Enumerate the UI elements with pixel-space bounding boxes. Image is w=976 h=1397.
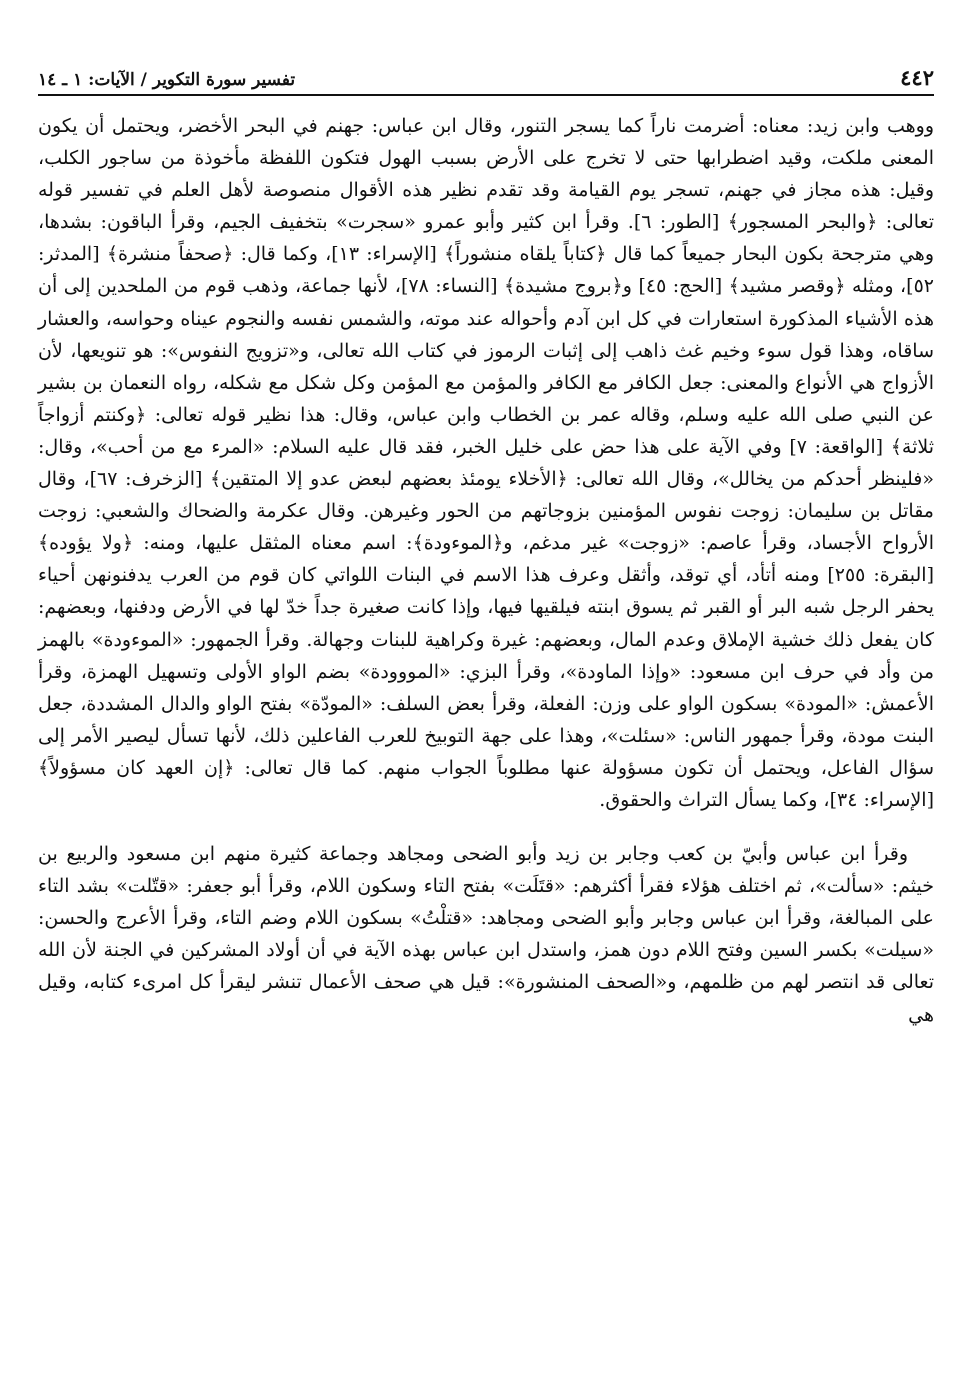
header-rule: [38, 94, 934, 96]
body-paragraph: وقرأ ابن عباس وأبيّ بن كعب وجابر بن زيد وأبو الضحى ومجاهد وجماعة كثيرة منهم ابن مسعود والربيع بن خيثم: «سألت»، ثم اختلف هؤلاء فقرأ أكثرهم: «قتَلَت» بفتح التاء وسكون اللام، وقرأ أبو جعفر: «قتّلت» بشد التاء على المبالغة، وقرأ ابن عباس وجابر وأبو الضحى ومجاهد: «قتلْتُ» بسكون اللام وضم التاء، وقرأ الأعرج والحسن: «سيلت» بكسر السين وفتح اللام دون همز، واستدل ابن عباس بهذه الآية في أن أولاد المشركين في الجنة لأن الله تعالى قد انتصر لهم من ظلمهم، و«الصحف المنشورة»: قيل هي صحف الأعمال تنشر ليقرأ كل امرىء كتابه، وقيل هي: [38, 843, 934, 1026]
page-header: [38, 58, 934, 90]
body-paragraph: ووهب وابن زيد: معناه: أضرمت ناراً كما يسجر التنور، وقال ابن عباس: جهنم في البحر الأخضر، ويحتمل أن يكون المعنى ملكت، وقيد اضطرابها حتى لا تخرج على الأرض بسبب الهول فتكون اللفظة مأخوذة من ساجور الكلب، وقيل: هذه مجاز في جهنم، تسجر يوم القيامة وقد تقدم نظير هذه الأقوال منصوصة لأهل العلم في تفسير قوله تعالى: ﴿والبحر المسجور﴾ [الطور: ٦]. وقرأ ابن كثير وأبو عمرو «سجرت» بتخفيف الجيم، وقرأ الباقون: بشدها، وهي مترجحة بكون البحار جميعاً كما قال ﴿كتاباً يلقاه منشوراً﴾ [الإسراء: ١٣]، وكما قال: ﴿صحفاً منشرة﴾ [المدثر: ٥٢]، ومثله ﴿وقصر مشيد﴾ [الحج: ٤٥] و﴿بروج مشيدة﴾ [النساء: ٧٨]، لأنها جماعة، وذهب قوم من الملحدين إلى أن هذه الأشياء المذكورة استعارات في كل ابن آدم وأحواله عند موته، والشمس نفسه والنجوم عيناه وحواسه، والعشار ساقاه، وهذا قول سوء وخيم غث ذاهب إلى إثبات الرموز في كتاب الله تعالى، و«تزويج النفوس»: هو تنويعها، لأن الأزواج هي الأنواع والمعنى: جعل الكافر مع الكافر والمؤمن مع المؤمن وكل شكل مع شكله، رواه النعمان بن بشير عن النبي صلى الله عليه وسلم، وقاله عمر بن الخطاب وابن عباس، وقال: هذا نظير قوله تعالى: ﴿وكنتم أزواجاً ثلاثة﴾ [الواقعة: ٧] وفي الآية على هذا حض على خليل الخبر، فقد قال عليه السلام: «المرء مع من أحب»، وقال: «فلينظر أحدكم من يخالل»، وقال الله تعالى: ﴿الأخلاء يومئذ بعضهم لبعض عدو إلا المتقين﴾ [الزخرف: ٦٧]، وقال مقاتل بن سليمان: زوجت نفوس المؤمنين بزوجاتهم من الحور وغيرهن. وقال عكرمة والضحاك والشعبي: زوجت الأرواح الأجساد، وقرأ عاصم: «زوجت» غير مدغم، و﴿الموءودة﴾: اسم معناه المثقل عليها، ومنه: ﴿ولا يؤوده﴾ [البقرة: ٢٥٥] ومنه أتأد، أي توقد، وأثقل وعرف هذا الاسم في البنات اللواتي كان قوم من العرب يدفنونهن أحياء يحفر الرجل شبه البر أو القبر ثم يسوق ابنته فيلقيها فيها، وإذا كانت صغيرة جداً خدّ لها في الأرض ودفنها، وبعضهم: كان يفعل ذلك خشية الإملاق وعدم المال، وبعضهم: غيرة وكراهية للبنات وجهالة. وقرأ الجمهور: «الموءودة» بالهمز من وأد في حرف ابن مسعود: «وإذا الماودة»، وقرأ البزي: «المووودة» بضم الواو الأولى وتسهيل الهمزة، وقرأ الأعمش: «المودة» بسكون الواو على وزن: الفعلة، وقرأ بعض السلف: «المودّة» بفتح الواو والدال المشددة، جعل البنت مودة، وقرأ جمهور الناس: «سئلت»، وهذا على جهة التوبيخ للعرب الفاعلين ذلك، لأنها تسأل ليصير الأمر إلى سؤال الفاعل، ويحتمل أن تكون مسؤولة عنها مطلوباً الجواب منهم. كما قال تعالى: ﴿إن العهد كان مسؤولاً﴾ [الإسراء: ٣٤]، وكما يسأل التراث والحقوق.: [38, 115, 934, 811]
running-title: تفسير سورة التكوير / الآيات: ١ ـ ١٤: [38, 70, 296, 90]
page-number: ٤٤٢: [900, 65, 934, 90]
